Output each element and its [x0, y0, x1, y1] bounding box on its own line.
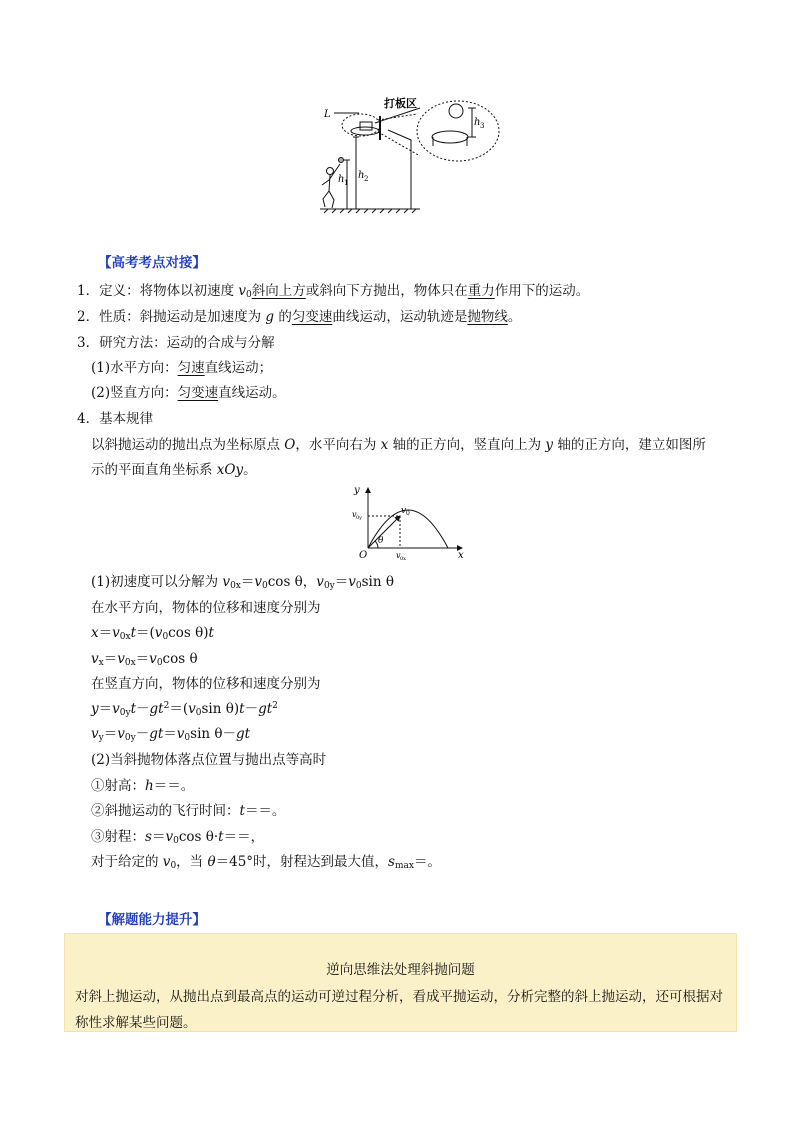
svg-text:h: h [338, 174, 345, 185]
basketball-figure [320, 96, 500, 214]
formula-x-displacement: $x=v_{0x}t=(v_0\cos$ θ)t [91, 625, 214, 642]
svg-text:2: 2 [364, 175, 369, 183]
diagram-label-x: x [458, 550, 464, 561]
section-heading-ability: 【解题能力提升】 [98, 912, 206, 928]
ground-hatch [324, 209, 416, 213]
tip-box-body: 对斜上抛运动，从抛出点到最高点的运动可逆过程分析，看成平抛运动，分析完整的斜上抛运动，还可根据对称性求解某些问题。 [75, 989, 723, 1031]
label-board-area: 打板区 [384, 97, 417, 110]
svg-text:h: h [474, 117, 481, 128]
item-method: 3．研究方法：运动的合成与分解 [77, 335, 275, 351]
hoop-pole [388, 130, 411, 209]
item-property: 2．性质：斜抛运动是加速度为 g 的匀变速曲线运动，运动轨迹是抛物线。 [77, 309, 522, 325]
diagram-label-y: y [354, 485, 360, 496]
svg-text:h: h [358, 170, 365, 181]
formula-decompose: (1)初速度可以分解为 $v_{0x}=v_0\cos$ θ，$v_{0y}=v_0\sin$ θ [91, 574, 394, 591]
diagram-label-theta: θ [378, 536, 384, 546]
detail-ellipse [417, 101, 499, 161]
formula-y-displacement: $y=v_{0y}t-gt^2=(v_0\sin$ $\theta)t-gt^2$ [91, 701, 278, 718]
formula-range: ③射程：$s=v_0\cos$ θ·t＝＝， [91, 829, 265, 846]
label-L: L [324, 109, 331, 120]
svg-text:0x: 0x [400, 556, 407, 562]
hoop-rim [351, 127, 379, 135]
detail-rim [432, 131, 468, 143]
svg-text:v: v [352, 510, 357, 519]
basic-law-para-2: 示的平面直角坐标系 xOy。 [91, 462, 257, 478]
formula-horizontal-intro: 在水平方向，物体的位移和速度分别为 [91, 600, 321, 616]
formula-x-velocity: $v_x=v_{0x}=v_0\cos$ θ [91, 651, 198, 668]
diagram-label-origin: O [359, 550, 368, 561]
item-method-vertical: (2)竖直方向：匀变速直线运动。 [91, 385, 286, 401]
projectile-coordinate-diagram [350, 482, 470, 562]
method-tip-box [64, 933, 737, 1032]
player-body [329, 175, 330, 191]
svg-text:v: v [401, 506, 407, 516]
item-method-horizontal: (1)水平方向：匀速直线运动； [91, 360, 273, 376]
v0-vector [368, 516, 400, 548]
formula-equal-height-intro: (2)当斜抛物体落点位置与抛出点等高时 [91, 752, 327, 768]
player-head [327, 168, 334, 175]
section-heading-exam: 【高考考点对接】 [98, 255, 206, 271]
formula-flight-time: ②斜抛运动的飞行时间：t＝＝。 [91, 803, 286, 819]
svg-text:0y: 0y [356, 515, 363, 521]
formula-vertical-intro: 在竖直方向，物体的位移和速度分别为 [91, 676, 321, 692]
tip-box-title: 逆向思维法处理斜抛问题 [326, 962, 475, 978]
formula-max-height: ①射高：h＝＝。 [91, 778, 195, 794]
zoom-circle [342, 114, 380, 136]
formula-y-velocity: $v_y=v_{0y}-gt=v_0\sin$ θ－gt [91, 726, 251, 743]
detail-ball [449, 104, 463, 118]
diagram-label-v0 [401, 506, 410, 517]
label-h3 [474, 117, 484, 130]
board-area [360, 122, 372, 130]
ball [339, 158, 344, 163]
formula-max-range: 对于给定的 $v_0$，当 θ＝45°时，射程达到最大值，$s_{max}=$。 [91, 854, 441, 871]
hoop-line [375, 108, 420, 123]
svg-text:0: 0 [406, 510, 410, 517]
svg-text:1: 1 [344, 179, 349, 187]
label-h2 [358, 170, 368, 183]
svg-text:v: v [396, 551, 401, 560]
diagram-label-v0x [396, 551, 406, 562]
item-definition: 1．定义：将物体以初速度 $v_0$斜向上方或斜向下方抛出，物体只在重力作用下的运动。 [77, 283, 590, 300]
diagram-label-v0y [352, 510, 362, 521]
svg-text:3: 3 [480, 122, 485, 130]
item-basic-law: 4．基本规律 [77, 411, 154, 427]
basic-law-para-1: 以斜抛运动的抛出点为坐标原点 O，水平向右为 x 轴的正方向，竖直向上为 y 轴的正方向，建立如图所 [91, 437, 706, 453]
